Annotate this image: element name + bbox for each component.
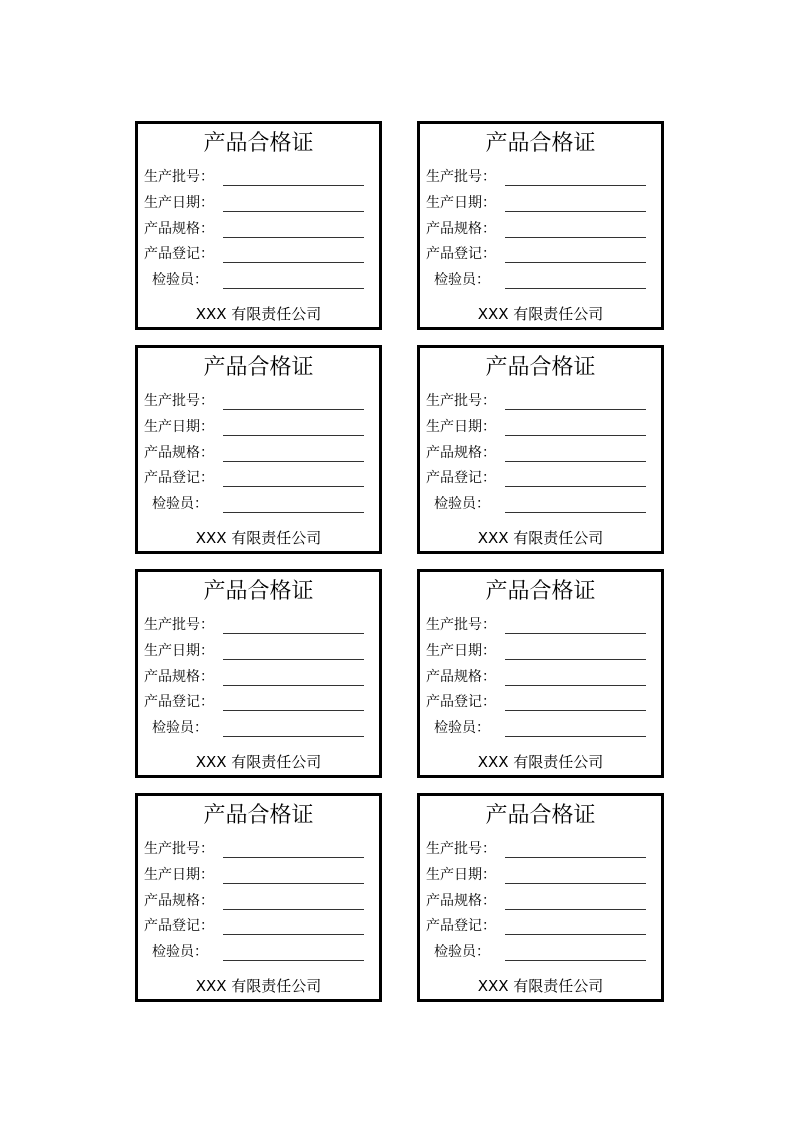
company-name: XXX 有限责任公司 — [477, 305, 604, 323]
blank-line — [505, 633, 646, 634]
field-label: 生产批号： — [144, 841, 214, 857]
field-product-registration — [426, 916, 650, 936]
blank-line — [223, 934, 364, 935]
blank-line — [505, 960, 646, 961]
field-production-date — [426, 417, 650, 437]
field-inspector — [426, 942, 650, 962]
field-product-registration — [144, 916, 368, 936]
field-label: 产品规格： — [144, 445, 214, 461]
field-label: 生产批号： — [426, 169, 496, 185]
blank-line — [505, 710, 646, 711]
field-label: 产品登记： — [426, 246, 496, 262]
company-name: XXX 有限责任公司 — [477, 753, 604, 771]
blank-line — [223, 960, 364, 961]
field-batch-number — [426, 839, 650, 859]
company-name: XXX 有限责任公司 — [195, 529, 322, 547]
blank-line — [223, 883, 364, 884]
field-label: 产品规格： — [144, 221, 214, 237]
field-label: 生产批号： — [426, 841, 496, 857]
blank-line — [223, 211, 364, 212]
field-product-registration — [144, 244, 368, 264]
blank-line — [223, 710, 364, 711]
field-inspector — [426, 270, 650, 290]
blank-line — [505, 211, 646, 212]
certificate-card — [135, 121, 382, 330]
field-label: 生产日期： — [426, 419, 496, 435]
certificate-title: 产品合格证 — [485, 579, 596, 604]
field-label: 产品登记： — [144, 918, 214, 934]
field-production-date — [426, 865, 650, 885]
field-label: 产品登记： — [426, 470, 496, 486]
blank-line — [505, 237, 646, 238]
field-label: 检验员： — [434, 272, 490, 288]
field-label: 生产日期： — [144, 419, 214, 435]
blank-line — [505, 185, 646, 186]
field-product-spec — [426, 219, 650, 239]
field-label: 生产批号： — [144, 169, 214, 185]
certificate-title: 产品合格证 — [203, 131, 314, 156]
blank-line — [505, 883, 646, 884]
blank-line — [223, 857, 364, 858]
certificate-title: 产品合格证 — [203, 579, 314, 604]
field-batch-number — [426, 167, 650, 187]
blank-line — [223, 736, 364, 737]
field-label: 产品登记： — [144, 470, 214, 486]
field-production-date — [144, 641, 368, 661]
field-inspector — [144, 718, 368, 738]
blank-line — [505, 461, 646, 462]
field-production-date — [144, 417, 368, 437]
field-production-date — [426, 641, 650, 661]
field-label: 产品登记： — [426, 918, 496, 934]
blank-line — [505, 659, 646, 660]
blank-line — [223, 486, 364, 487]
blank-line — [223, 909, 364, 910]
field-label: 产品登记： — [426, 694, 496, 710]
company-name: XXX 有限责任公司 — [195, 305, 322, 323]
blank-line — [505, 934, 646, 935]
field-label: 产品规格： — [426, 221, 496, 237]
field-label: 生产日期： — [144, 643, 214, 659]
field-label: 生产批号： — [426, 617, 496, 633]
blank-line — [223, 288, 364, 289]
field-batch-number — [144, 839, 368, 859]
blank-line — [505, 857, 646, 858]
field-inspector — [144, 942, 368, 962]
field-label: 产品规格： — [144, 893, 214, 909]
certificate-card — [135, 569, 382, 778]
company-name: XXX 有限责任公司 — [195, 977, 322, 995]
field-label: 生产日期： — [426, 643, 496, 659]
company-name: XXX 有限责任公司 — [195, 753, 322, 771]
field-label: 产品规格： — [426, 893, 496, 909]
field-label: 生产批号： — [144, 617, 214, 633]
certificate-title: 产品合格证 — [485, 803, 596, 828]
field-label: 生产日期： — [144, 195, 214, 211]
field-label: 生产日期： — [144, 867, 214, 883]
blank-line — [223, 685, 364, 686]
field-label: 检验员： — [152, 272, 208, 288]
blank-line — [505, 486, 646, 487]
certificate-card — [135, 345, 382, 554]
field-label: 检验员： — [152, 944, 208, 960]
field-label: 检验员： — [434, 496, 490, 512]
field-product-spec — [426, 891, 650, 911]
field-label: 检验员： — [152, 720, 208, 736]
blank-line — [505, 736, 646, 737]
field-label: 产品规格： — [144, 669, 214, 685]
field-label: 产品登记： — [144, 694, 214, 710]
blank-line — [223, 185, 364, 186]
certificate-card — [417, 569, 664, 778]
field-inspector — [426, 718, 650, 738]
certificate-title: 产品合格证 — [485, 355, 596, 380]
field-label: 生产日期： — [426, 195, 496, 211]
blank-line — [505, 288, 646, 289]
field-product-registration — [426, 692, 650, 712]
field-label: 生产批号： — [144, 393, 214, 409]
company-name: XXX 有限责任公司 — [477, 977, 604, 995]
field-product-spec — [426, 443, 650, 463]
field-batch-number — [144, 167, 368, 187]
company-name: XXX 有限责任公司 — [477, 529, 604, 547]
field-product-spec — [144, 219, 368, 239]
certificate-card — [417, 793, 664, 1002]
field-batch-number — [144, 391, 368, 411]
field-product-spec — [144, 443, 368, 463]
blank-line — [505, 512, 646, 513]
field-label: 生产批号： — [426, 393, 496, 409]
field-batch-number — [144, 615, 368, 635]
field-product-spec — [426, 667, 650, 687]
field-product-spec — [144, 667, 368, 687]
field-label: 检验员： — [434, 720, 490, 736]
field-inspector — [144, 270, 368, 290]
field-production-date — [144, 865, 368, 885]
blank-line — [505, 262, 646, 263]
field-label: 产品规格： — [426, 669, 496, 685]
field-label: 检验员： — [152, 496, 208, 512]
field-product-registration — [144, 468, 368, 488]
blank-line — [223, 435, 364, 436]
certificate-card — [417, 121, 664, 330]
blank-line — [223, 512, 364, 513]
certificate-card — [135, 793, 382, 1002]
field-label: 检验员： — [434, 944, 490, 960]
blank-line — [505, 909, 646, 910]
blank-line — [505, 409, 646, 410]
blank-line — [223, 461, 364, 462]
field-inspector — [426, 494, 650, 514]
blank-line — [505, 685, 646, 686]
field-label: 生产日期： — [426, 867, 496, 883]
field-production-date — [144, 193, 368, 213]
field-batch-number — [426, 391, 650, 411]
blank-line — [223, 262, 364, 263]
certificate-title: 产品合格证 — [485, 131, 596, 156]
field-product-registration — [144, 692, 368, 712]
field-product-spec — [144, 891, 368, 911]
certificate-title: 产品合格证 — [203, 355, 314, 380]
field-label: 产品登记： — [144, 246, 214, 262]
certificate-card — [417, 345, 664, 554]
blank-line — [505, 435, 646, 436]
blank-line — [223, 659, 364, 660]
field-inspector — [144, 494, 368, 514]
blank-line — [223, 237, 364, 238]
certificate-title: 产品合格证 — [203, 803, 314, 828]
field-product-registration — [426, 468, 650, 488]
field-batch-number — [426, 615, 650, 635]
field-product-registration — [426, 244, 650, 264]
field-production-date — [426, 193, 650, 213]
blank-line — [223, 409, 364, 410]
field-label: 产品规格： — [426, 445, 496, 461]
blank-line — [223, 633, 364, 634]
